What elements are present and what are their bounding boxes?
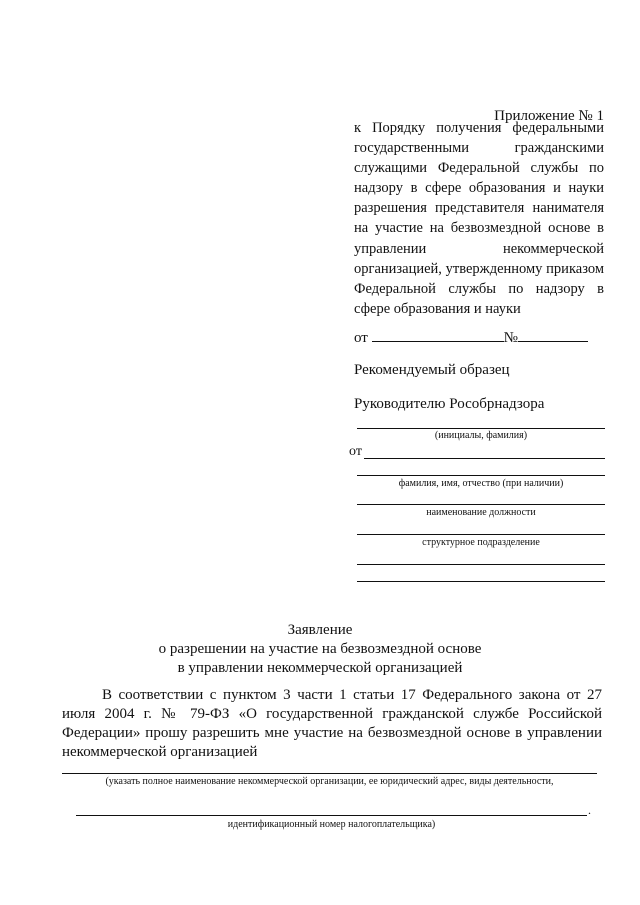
statement-title-line3: в управлении некоммерческой организацией [177,660,463,676]
org-end-mark: . [588,803,591,817]
org-caption-2: идентификационный номер налогоплательщика) [227,819,436,830]
org-tin-field[interactable] [76,815,587,816]
statement-title-line1: Заявление [287,622,353,638]
statement-title-line2: о разрешении на участие на безвозмездной основе [158,641,482,657]
applicant-from-field[interactable] [364,458,605,459]
position-caption: наименование должности [426,507,536,518]
org-caption-1: (указать полное наименование некоммерческой организации, ее юридический адрес, виды деятельности, [105,776,554,787]
fullname-field[interactable] [357,475,605,476]
addressee: Руководителю Рособрнадзора [354,396,545,412]
statement-body-text: В соответствии с пунктом 3 части 1 статьи 17 Федерального закона от 27 июля 2004 г. № 79-ФЗ «О государственной гражданской службе Российской Федерации» прошу разрешить мне участие на безвозмездной основе в управлении некоммерческой организацией [62,687,602,760]
org-name-field[interactable] [62,773,597,774]
sample-label: Рекомендуемый образец [354,362,510,378]
order-date-line [354,327,588,347]
order-number-field[interactable] [518,327,588,342]
position-field[interactable] [357,504,605,505]
extra-field-2[interactable] [357,581,605,582]
fullname-caption: фамилия, имя, отчество (при наличии) [398,478,564,489]
order-reference [354,118,604,319]
order-reference-text: к Порядку получения федеральными государственными гражданскими служащими Федеральной службы по надзору в сфере образования и науки разрешения представителя нанимателя на участие на безвозмездной основе в управлении некоммерческой организацией, утвержденному приказом Федеральной службы по надзору в сфере образования и науки [354,120,604,317]
extra-field-1[interactable] [357,564,605,565]
statement-body [62,686,602,762]
unit-field[interactable] [357,534,605,535]
appendix-title: Приложение № 1 [494,108,604,124]
initials-field[interactable] [357,428,605,429]
initials-caption: (инициалы, фамилия) [434,430,528,441]
order-from-label: от [354,330,368,346]
unit-caption: структурное подразделение [422,537,540,548]
applicant-from-label: от [349,444,362,459]
order-number-label: № [503,330,518,346]
order-date-field[interactable] [372,327,504,342]
statement-title [0,621,640,678]
